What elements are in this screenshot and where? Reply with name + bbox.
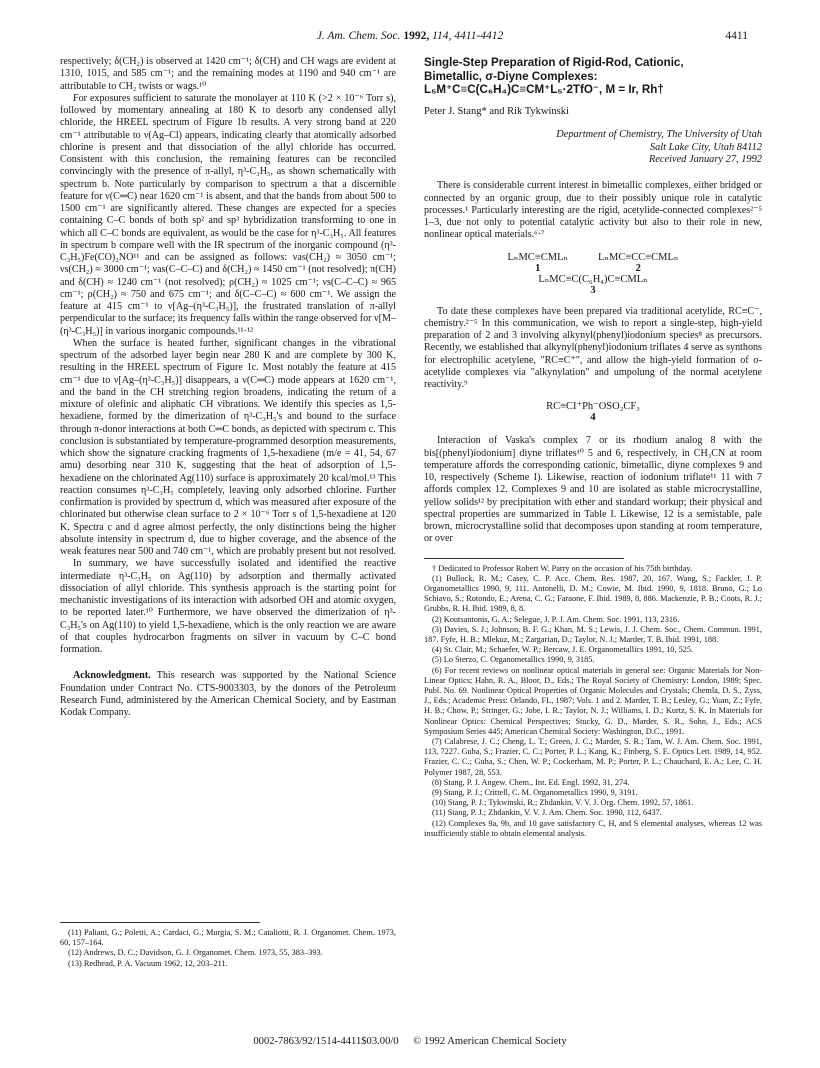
title-line: Single-Step Preparation of Rigid-Rod, Cationic, <box>424 56 684 69</box>
journal-pages: 4411-4412 <box>454 30 504 42</box>
acknowledgment-label: Acknowledgment. <box>73 670 151 682</box>
compound-number: 4 <box>590 412 596 424</box>
footnote: (10) Stang, P. J.; Tykwinski, R.; Zhdankin, V. V. J. Org. Chem. 1992, 57, 1861. <box>432 798 694 808</box>
affiliation-line: Salt Lake City, Utah 84112 <box>649 141 762 153</box>
acknowledgment-text: This research was supported by the National Science Foundation under Contract No. CTS-9003303, by the donors of the Petroleum Research Fund, administered by the American Chemical Society, and by Eastman Kodak Company. <box>60 670 396 718</box>
authors: Peter J. Stang* and Rik Tykwinski <box>424 105 569 117</box>
article-title <box>424 56 762 97</box>
footnote: (3) Davies, S. J.; Johnson, B. F. G.; Khan, M. S.; Lewis, J. J. Chem. Soc., Chem. Commun. 1991, 187. Fyfe, H. B.; Mlekuz, M.; Zargarian, D.; Taylor, N. J.; Marder, T. B. Ibid. 1991, 188. <box>424 624 762 644</box>
paragraph: In summary, we have successfully isolated and identified the reactive intermediate η³-C₃H₅ on Ag(110) by adsorption and thermally activated dissociation of allyl chloride. This synthesis approach is the starting point for mechanistic investigations of its interaction with adsorbed OH and atomic oxygen, to be reported later.¹⁰ Furthermore, we have observed the dimerization of η³-C₃H₅'s on Ag(110) to yield 1,5-hexadiene, which is the only reaction we are aware of that couples hydrocarbon fragments on silver in vacuum by C–C bond formation. <box>60 558 396 655</box>
footnote: (2) Koutsantonis, G. A.; Selegue, J. P. J. Am. Chem. Soc. 1991, 113, 2316. <box>432 614 680 624</box>
page-footer <box>0 1036 820 1047</box>
page-number: 4411 <box>725 30 748 42</box>
footnote-rule <box>60 922 260 923</box>
footnote: (13) Redhead, P. A. Vacuum 1962, 12, 203–211. <box>68 958 228 968</box>
footnote: (9) Stang, P. J.; Crittell, C. M. Organometallics 1990, 9, 3191. <box>432 788 638 797</box>
paragraph: To date these complexes have been prepared via traditional acetylide, RC≡C⁻, chemistry.²⁻⁵ In this communication, we wish to report a single-step, high-yield preparation of 2 and 3 involving alkynyl(phenyl)iodonium species⁸ as precursors. Recently, we established that alkynyl(phenyl)iodonium triflates 4 serve as synthons for electrophilic acetylene, "RC≡C⁺", and allow the high-yield formation of σ-acetylide complexes via "alkynylation" and umpolung of the normal acetylene reactivity.⁹ <box>424 305 762 391</box>
footnote: (8) Stang, P. J. Angew. Chem., Int. Ed. Engl. 1992, 31, 274. <box>432 777 630 787</box>
received-date: Received January 27, 1992 <box>648 154 762 166</box>
structure-formula: RC≡CI⁺Ph⁻OSO₂CF₃ <box>546 401 640 413</box>
structure-1 <box>508 252 569 274</box>
affiliation-line: Department of Chemistry, The University of Utah <box>556 129 762 141</box>
footnote: † Dedicated to Professor Robert W. Parry on the occasion of his 75th birthday. <box>432 563 693 573</box>
journal-code: 0002-7863/92/1514-4411$03.00/0 <box>253 1036 399 1047</box>
compound-number: 2 <box>635 262 641 274</box>
footnote: (5) Lo Sterzo, C. Organometallics 1990, 9, 3185. <box>432 655 595 665</box>
footnote: (12) Complexes 9a, 9b, and 10 gave satisfactory C, H, and S elemental analyses, whereas 12 was insufficiently stable to obtain elemental analysis. <box>424 818 762 838</box>
left-footnotes <box>60 922 396 969</box>
journal-volume: 114, <box>432 30 452 42</box>
structure-formula: LₙMC≡C(C₆H₄)C≡CMLₙ <box>538 273 648 285</box>
paragraph: For exposures sufficient to saturate the monolayer at 110 K (>2 × 10⁻⁶ Torr s), followed by momentary annealing at 180 K to desorb any condensed allyl chloride, the HREEL spectrum of Figure 1b results. A very strong band at 220 cm⁻¹ attributable to ν(Ag–Cl) appears, indicating clearly that atomically adsorbed chlorine is present and that dissociation of the allyl chloride has occurred. Consistent with this conclusion, the remaining features can be reconciled convincingly with the presence of π-allyl, η³-C₃H₅, as shown schematically with spectrum b. Note particularly by comparison to spectrum a that a discernible feature for ν(C═C) near 1620 cm⁻¹ is absent, and that the bands from about 500 to 1500 cm⁻¹ are significantly altered. These changes are expected for a species containing C–C bonds of both sp² and sp³ hybridization transforming to one in which all C–C bonds are equivalent, as would be the case for η³-C₃H₅. All features in spectrum b compare well with the IR spectrum of the inorganic compound (η³-C₃H₅)Fe(CO)₂NO¹¹ and can be assigned as follows: νas(CH₂) ≈ 3050 cm⁻¹; νs(CH₂) ≈ 3000 cm⁻¹; νas(C–C–C) and δ(CH₂) ≈ 1450 cm⁻¹ (not resolved); π(CH) and δ(CH) ≈ 1240 cm⁻¹ (not resolved); ρ(CH₂) ≈ 1025 cm⁻¹; νs(C–C–C) ≈ 965 cm⁻¹; ρ(CH₂) ≈ 750 and 675 cm⁻¹; and δ(C–C–C) ≈ 600 cm⁻¹. We assign the feature at 415 cm⁻¹ to ν[Ag–(η³-C₃H₅)], the frustrated translation of π-allyl perpendicular to the surface; its frequency falls within the range observed for ν[M–(η³-C₃H₅)] in various inorganic compounds.¹¹·¹² <box>60 92 396 337</box>
acknowledgment <box>60 670 396 719</box>
paragraph: Interaction of Vaska's complex 7 or its rhodium analog 8 with the bis[(phenyl)iodonium] diyne triflates¹⁰ 5 and 6, respectively, in CH₃CN at room temperature affords the corresponding cationic, bimetallic, diyne complexes 9 and 10, respectively (Scheme I). Likewise, reaction of iodonium triflate¹¹ 11 with 7 affords complex 12. Complexes 9 and 10 are isolated as stable microcrystalline, yellow solids¹² by precipitation with ether and standard workup; their physical and spectral properties are summarized in Table I. Likewise, 12 is a semistable, pale brown, microcrystalline solid that decomposes upon standing at room temperature, or over <box>424 435 762 545</box>
footnote: (11) Paliani, G.; Poletti, A.; Cardaci, G.; Murgia, S. M.; Cataliotti, R. J. Organomet. Chem. 1973, 60, 157–164. <box>60 928 396 948</box>
compound-number: 3 <box>590 284 596 296</box>
footnote: (12) Andrews, D. C.; Davidson, G. J. Organomet. Chem. 1973, 55, 383–393. <box>68 948 323 958</box>
affiliation <box>424 129 762 154</box>
structure-2 <box>598 252 678 274</box>
structure-3 <box>538 274 647 296</box>
paragraph: There is considerable current interest in bimetallic complexes, either bridged or connected by an organic group, due to their possibly unique role in catalytic processes.¹ Particularly interesting are the rigid, acetylide-connected complexes²⁻⁵ 1–3, due not only to potential catalytic activity but also to their role in new, nonlinear optical materials.⁶·⁷ <box>424 180 762 241</box>
structures-1-3 <box>424 252 762 296</box>
structure-formula: LₙMC≡CC≡CMLₙ <box>598 251 679 263</box>
footnote: (1) Bullock, R. M.; Casey, C. P. Acc. Chem. Res. 1987, 20, 167. Wang, S.; Fackler, J. P. Organometallics 1990, 9, 111. Antonelli, D. M.; Cowie, M. Ibid. 1990, 9, 1818. Bruno, G.; Lo Schiavo, S.; Rotondo, E.; Arena, C. G.; Faraone, F. Ibid. 1989, 8, 886. Mackenzie, P. B.; Coots, R. J.; Grubbs, R. H. Ibid. 1989, 8, 8. <box>424 573 762 614</box>
running-header <box>0 30 820 42</box>
footnote: (7) Calabrese, J. C.; Cheng, L. T.; Green, J. C.; Marder, S. R.; Tam, W. J. Am. Chem. Soc. 1991, 113, 7227. Guha, S.; Frazier, C. C.; Porter, P. L.; Kang, K.; Finberg, S. E. Optics Lett. 1989, 14, 952. Frazier, C. C.; Guha, S.; Chen, W. P.; Cockerham, M. P.; Porter, P. L.; Chauchard, E. A.; Lee, C. H. Polymer 1987, 28, 553. <box>424 736 762 777</box>
left-column <box>60 56 396 719</box>
right-footnotes <box>424 558 762 839</box>
copyright: © 1992 American Chemical Society <box>413 1036 567 1047</box>
footnote: (11) Stang, P. J.; Zhdankin, V. V. J. Am. Chem. Soc. 1990, 112, 6437. <box>432 808 662 818</box>
reagent-structure-4 <box>424 401 762 423</box>
paragraph: When the surface is heated further, significant changes in the vibrational spectrum of the adsorbed layer begin near 280 K and are complete by 300 K, resulting in the HREEL spectrum of Figure 1c. Most notably the feature at 415 cm⁻¹ due to ν[Ag–(η³-C₃H₅)] disappears, a ν(C═C) mode appears at 1620 cm⁻¹, and the band in the CH stretching region broadens, indicating the return of a mixture of olefinic and aliphatic CH vibrations. We identify this species as 1,5-hexadiene, formed by the dimerization of η³-C₃H₅'s and bound to the surface through π-donor interactions at both C═C bonds, as depicted with spectrum c. This conclusion is substantiated by temperature-programmed desorption measurements, which show the signature cracking fragments of 1,5-hexadiene (m/e = 41, 54, 67 amu) desorbing near 310 K, suggesting that the heat of adsorption of 1,5-hexadiene on the chlorinated Ag(110) surface is approximately 20 kcal/mol.¹³ This reaction consumes η³-C₃H₅ completely, leaving only adsorbed chlorine. Further confirmation is provided by spectrum d, which was measured after exposure of the chlorinated but otherwise clean surface to 2 × 10⁻⁶ Torr s of 1,5-hexadiene at 120 K. Spectra c and d agree almost perfectly, the only distinctions being the higher absolute intensity in spectrum d, due to higher coverage, and the absence of the weak features near 500 and 740 cm⁻¹, which are probably present but not resolved. <box>60 337 397 557</box>
footnote: (6) For recent reviews on nonlinear optical materials in general see: Organic Materials for Non-Linear Optics; Hahn, R. A., Bloor, D., Eds.; The Royal Society of Chemistry: London, 1989; Spec. Publ. No. 69. Nonlinear Optical Properties of Organic Molecules and Crystals; Chemla, D. S., Zyss, J., Eds.; Academic Press: Orlando, FL, 1987; Vols. 1 and 2. Marder, T. B.; Lesley, G.; Yuan, Z.; Fyfe, H. B.; Chow, P.; Stringer, G.; Jobe, I. R.; Taylor, N. J.; Williams, I. D.; Kurtz, S. K. In Materials for Nonlinear Optics: Chemical Perspectives; Stucky, G. D., Marder, S. R., Sohn, J., Eds.; ACS Symposium Series 445; American Chemical Society: Washington, D.C., 1991. <box>424 665 762 736</box>
footnote-rule <box>424 558 624 559</box>
title-line: L₅M⁺C≡C(C₆H₄)C≡CM⁺L₅·2TfO⁻, M = Ir, Rh† <box>424 83 664 97</box>
right-column <box>424 56 762 839</box>
compound-number: 1 <box>535 262 541 274</box>
paragraph: respectively; δ(CH₂) is observed at 1420 cm⁻¹; δ(CH) and CH wags are evident at 1310, 1015, and 585 cm⁻¹; and the remaining modes at 1190 and 940 cm⁻¹ are attributable to CH₂ twists or wags.¹⁰ <box>60 56 396 92</box>
footnote: (4) St. Clair, M.; Schaefer, W. P.; Bercaw, J. E. Organometallics 1991, 10, 525. <box>432 645 694 655</box>
journal-name: J. Am. Chem. Soc. <box>316 30 401 42</box>
structure-formula: LₙMC≡CMLₙ <box>507 251 569 263</box>
title-line: Bimetallic, σ-Diyne Complexes: <box>424 69 598 83</box>
journal-year: 1992, <box>403 30 430 42</box>
